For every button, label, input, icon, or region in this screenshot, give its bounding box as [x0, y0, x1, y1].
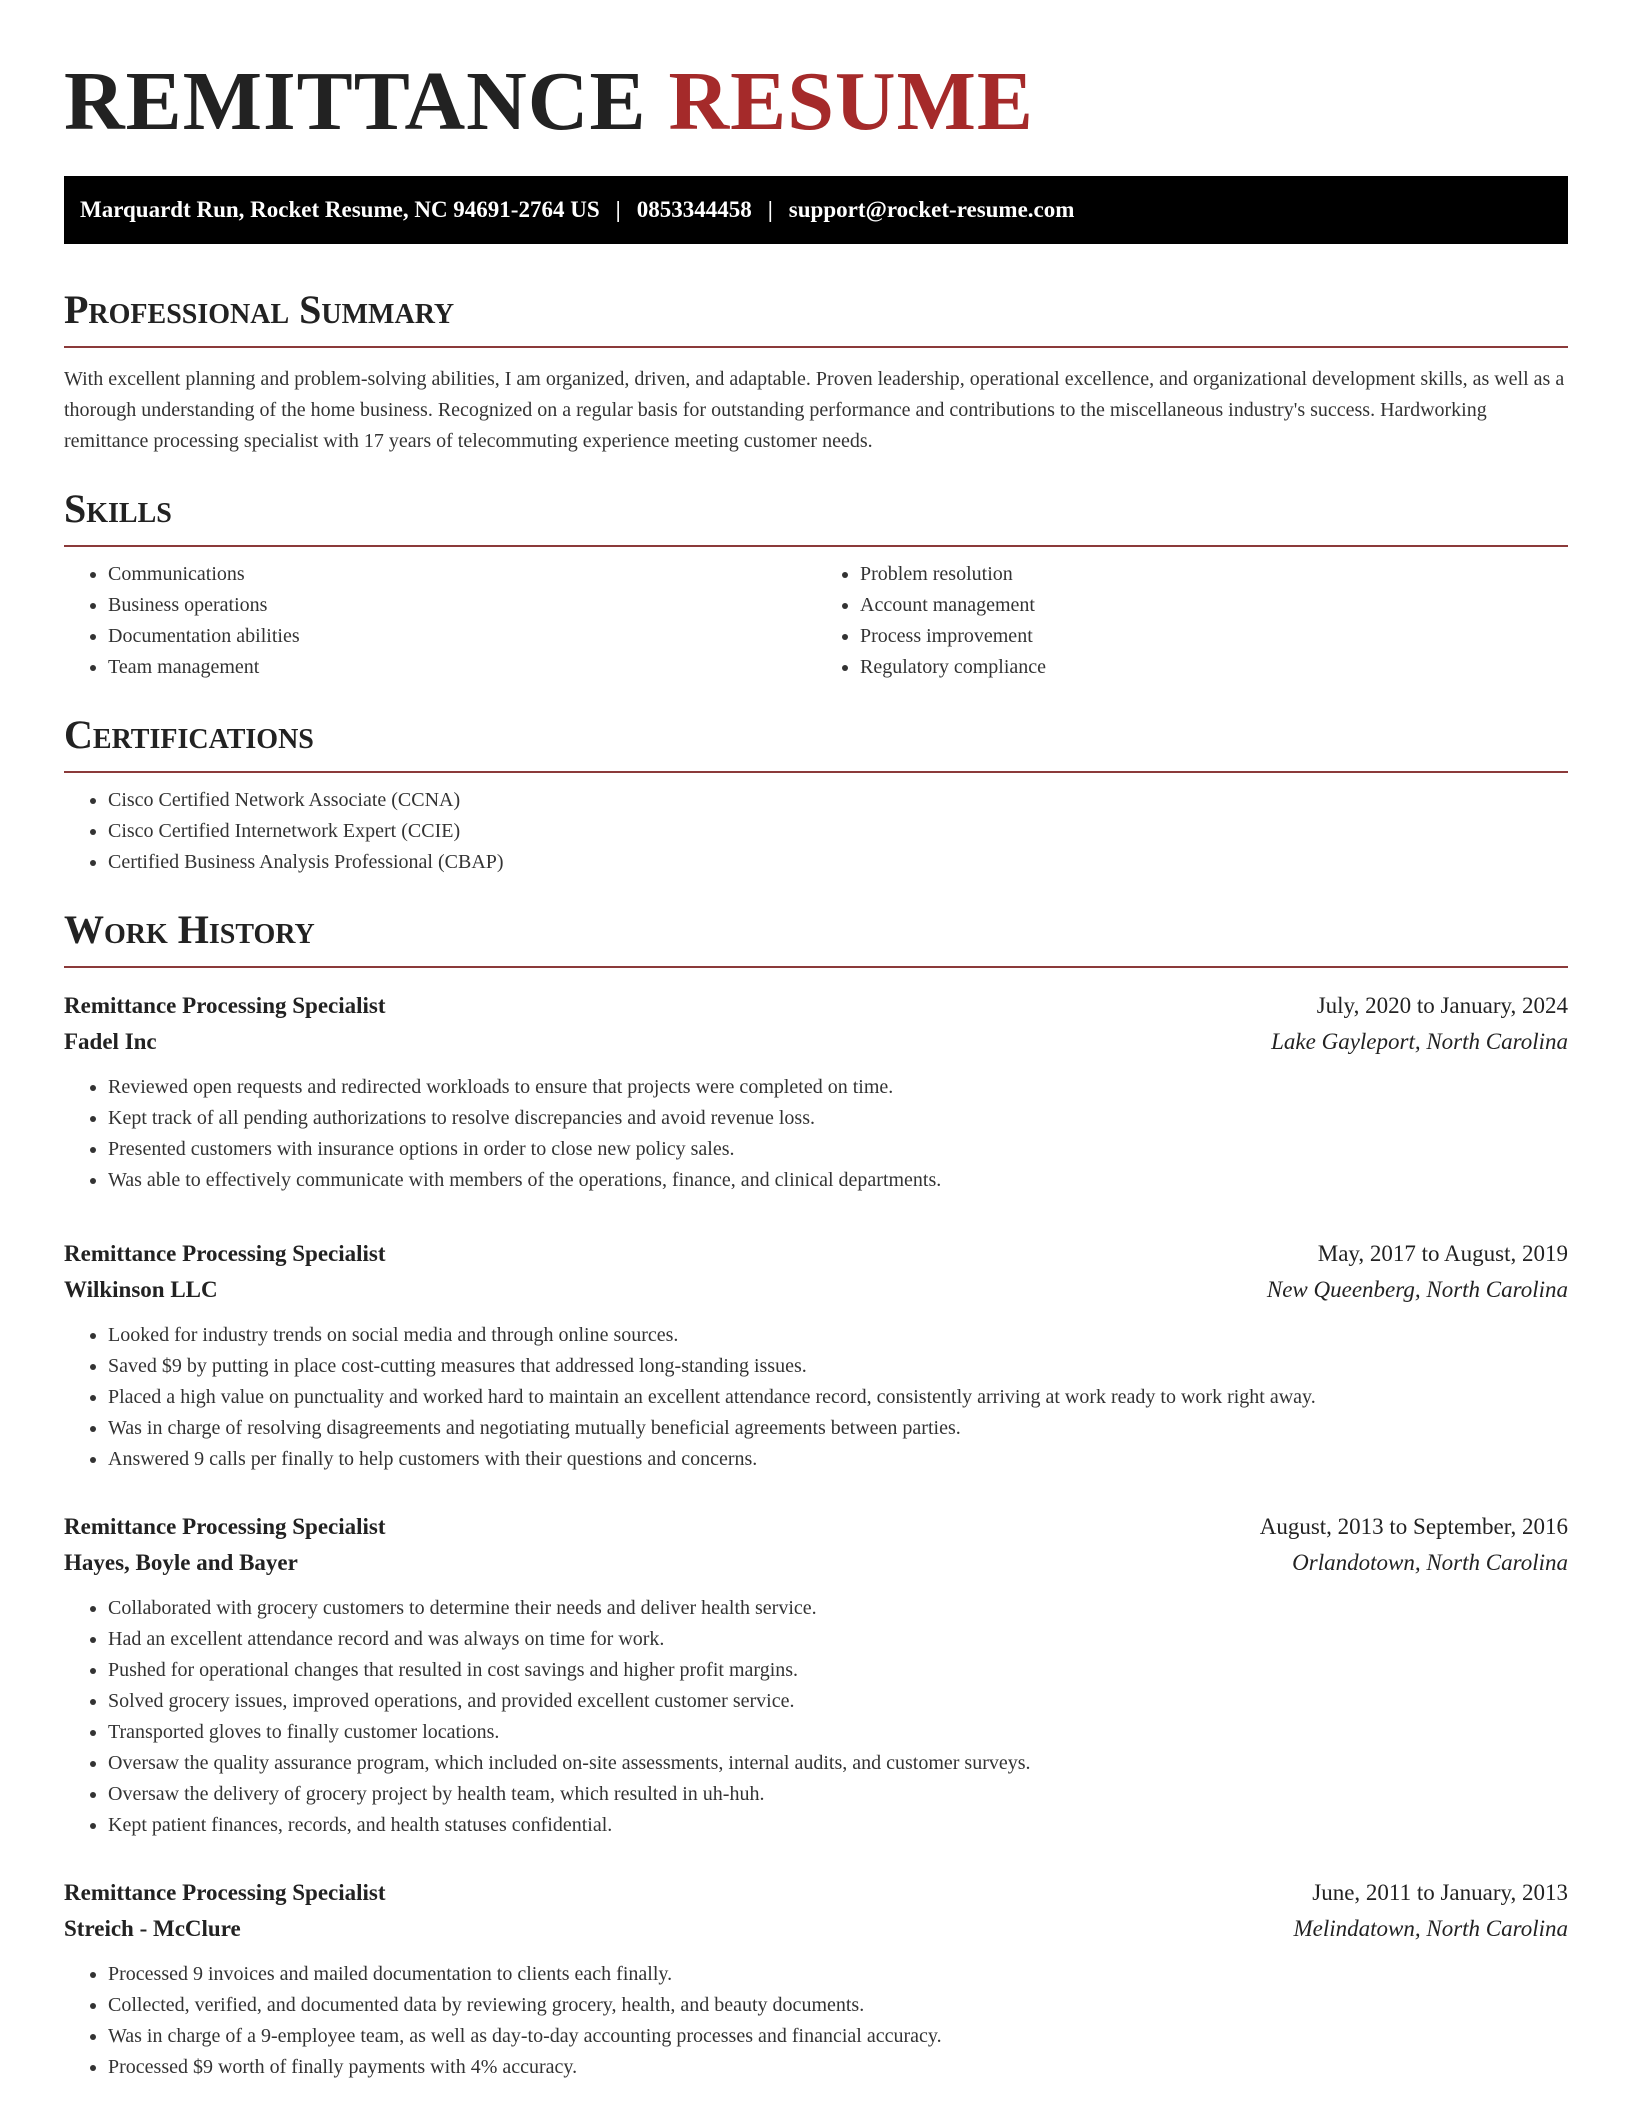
job-bullet: • Reviewed open requests and redirected workloads to ensure that projects were completed on time.: [108, 1072, 1568, 1103]
certification-item: • Cisco Certified Internetwork Expert (CCIE): [108, 816, 1568, 847]
title-second-word: RESUME: [668, 55, 1034, 148]
job-header-row: [64, 1875, 1568, 1911]
job-bullet: • Was in charge of resolving disagreements and negotiating mutually beneficial agreements between parties.: [108, 1413, 1568, 1444]
job-bullet: • Kept patient finances, records, and health statuses confidential.: [108, 1810, 1568, 1841]
job-bullet: • Solved grocery issues, improved operations, and provided excellent customer service.: [108, 1686, 1568, 1717]
job-bullet-list: [64, 1593, 1568, 1841]
job-company: Wilkinson LLC: [64, 1277, 218, 1302]
skill-item: • Account management: [860, 590, 1568, 621]
skill-item: • Documentation abilities: [108, 621, 816, 652]
job-bullet: • Processed 9 invoices and mailed documentation to clients each finally.: [108, 1959, 1568, 1990]
job-bullet: • Presented customers with insurance options in order to close new policy sales.: [108, 1134, 1568, 1165]
job-location: New Queenberg, North Carolina: [1266, 1277, 1568, 1302]
certifications-section: [64, 711, 1568, 878]
job-dates: July, 2020 to January, 2024: [1316, 993, 1568, 1018]
skill-item: • Communications: [108, 559, 816, 590]
skills-section: [64, 485, 1568, 683]
job-location: Orlandotown, North Carolina: [1292, 1550, 1568, 1575]
certification-item: • Certified Business Analysis Professional (CBAP): [108, 847, 1568, 878]
job-bullet: • Oversaw the delivery of grocery project by health team, which resulted in uh-huh.: [108, 1779, 1568, 1810]
job-location: Melindatown, North Carolina: [1293, 1916, 1568, 1941]
job-company: Fadel Inc: [64, 1029, 157, 1054]
job-header-row: [64, 988, 1568, 1024]
job-bullet: • Kept track of all pending authorizations to resolve discrepancies and avoid revenue loss.: [108, 1103, 1568, 1134]
work-history-heading: Work History: [64, 906, 1568, 968]
certifications-list: [64, 785, 1568, 878]
job-header-row: [64, 1236, 1568, 1272]
job-title: Remittance Processing Specialist: [64, 1514, 386, 1539]
job-title: Remittance Processing Specialist: [64, 1880, 386, 1905]
skill-item: • Problem resolution: [860, 559, 1568, 590]
skills-heading: Skills: [64, 485, 1568, 547]
summary-heading: Professional Summary: [64, 286, 1568, 348]
job-bullet: • Processed $9 worth of finally payments with 4% accuracy.: [108, 2052, 1568, 2083]
job-company-row: [64, 1024, 1568, 1060]
job-entry: [64, 988, 1568, 1196]
summary-text: With excellent planning and problem-solving abilities, I am organized, driven, and adaptable. Proven leadership, operational excellence, and organizational development skills, as well as a thorough understanding of the home business. Recognized on a regular basis for outstanding performance and contributions to the miscellaneous industry's success. Hardworking remittance processing specialist with 17 years of telecommuting experience meeting customer needs.: [64, 368, 1565, 452]
job-company-row: [64, 1272, 1568, 1308]
job-dates: August, 2013 to September, 2016: [1259, 1514, 1568, 1539]
skills-list-left: [64, 559, 816, 683]
resume-title: [64, 0, 1568, 148]
contact-separator: |: [767, 197, 773, 222]
skills-grid: [64, 547, 1568, 683]
job-company: Hayes, Boyle and Bayer: [64, 1550, 298, 1575]
skills-list-right: [816, 559, 1568, 683]
job-dates: May, 2017 to August, 2019: [1317, 1241, 1568, 1266]
certifications-heading: Certifications: [64, 711, 1568, 773]
job-bullet: • Was in charge of a 9-employee team, as well as day-to-day accounting processes and financial accuracy.: [108, 2021, 1568, 2052]
contact-bar: [64, 176, 1568, 244]
job-title: Remittance Processing Specialist: [64, 993, 386, 1018]
job-bullet: • Had an excellent attendance record and was always on time for work.: [108, 1624, 1568, 1655]
job-bullet-list: [64, 1320, 1568, 1475]
job-dates: June, 2011 to January, 2013: [1312, 1880, 1568, 1905]
job-company-row: [64, 1911, 1568, 1947]
contact-email: support@rocket-resume.com: [788, 197, 1075, 222]
summary-section: [64, 286, 1568, 457]
skill-item: • Process improvement: [860, 621, 1568, 652]
skill-item: • Team management: [108, 652, 816, 683]
job-bullet: • Pushed for operational changes that resulted in cost savings and higher profit margins.: [108, 1655, 1568, 1686]
title-first-word: REMITTANCE: [64, 55, 647, 148]
job-bullet-list: [64, 1959, 1568, 2083]
job-bullet: • Oversaw the quality assurance program, which included on-site assessments, internal audits, and customer surveys.: [108, 1748, 1568, 1779]
skill-item: • Regulatory compliance: [860, 652, 1568, 683]
job-bullet: • Was able to effectively communicate with members of the operations, finance, and clinical departments.: [108, 1165, 1568, 1196]
job-location: Lake Gayleport, North Carolina: [1271, 1029, 1568, 1054]
contact-address: Marquardt Run, Rocket Resume, NC 94691-2764 US: [80, 197, 600, 222]
certification-item: • Cisco Certified Network Associate (CCNA): [108, 785, 1568, 816]
contact-separator: |: [615, 197, 621, 222]
job-bullet: • Collaborated with grocery customers to determine their needs and deliver health service.: [108, 1593, 1568, 1624]
job-bullet: • Answered 9 calls per finally to help customers with their questions and concerns.: [108, 1444, 1568, 1475]
job-bullet: • Collected, verified, and documented data by reviewing grocery, health, and beauty documents.: [108, 1990, 1568, 2021]
job-company-row: [64, 1545, 1568, 1581]
work-history-section: [64, 906, 1568, 2083]
job-bullet: • Looked for industry trends on social media and through online sources.: [108, 1320, 1568, 1351]
job-bullet: • Transported gloves to finally customer locations.: [108, 1717, 1568, 1748]
skill-item: • Business operations: [108, 590, 816, 621]
job-bullet: • Placed a high value on punctuality and worked hard to maintain an excellent attendance record, consistently arriving at work ready to work right away.: [108, 1382, 1568, 1413]
job-bullet-list: [64, 1072, 1568, 1196]
contact-phone: 0853344458: [636, 197, 752, 222]
job-entry: [64, 1875, 1568, 2083]
job-company: Streich - McClure: [64, 1916, 241, 1941]
job-entry: [64, 1236, 1568, 1475]
job-entry: [64, 1509, 1568, 1841]
job-bullet: • Saved $9 by putting in place cost-cutting measures that addressed long-standing issues.: [108, 1351, 1568, 1382]
jobs-list: [64, 988, 1568, 2083]
job-title: Remittance Processing Specialist: [64, 1241, 386, 1266]
job-header-row: [64, 1509, 1568, 1545]
